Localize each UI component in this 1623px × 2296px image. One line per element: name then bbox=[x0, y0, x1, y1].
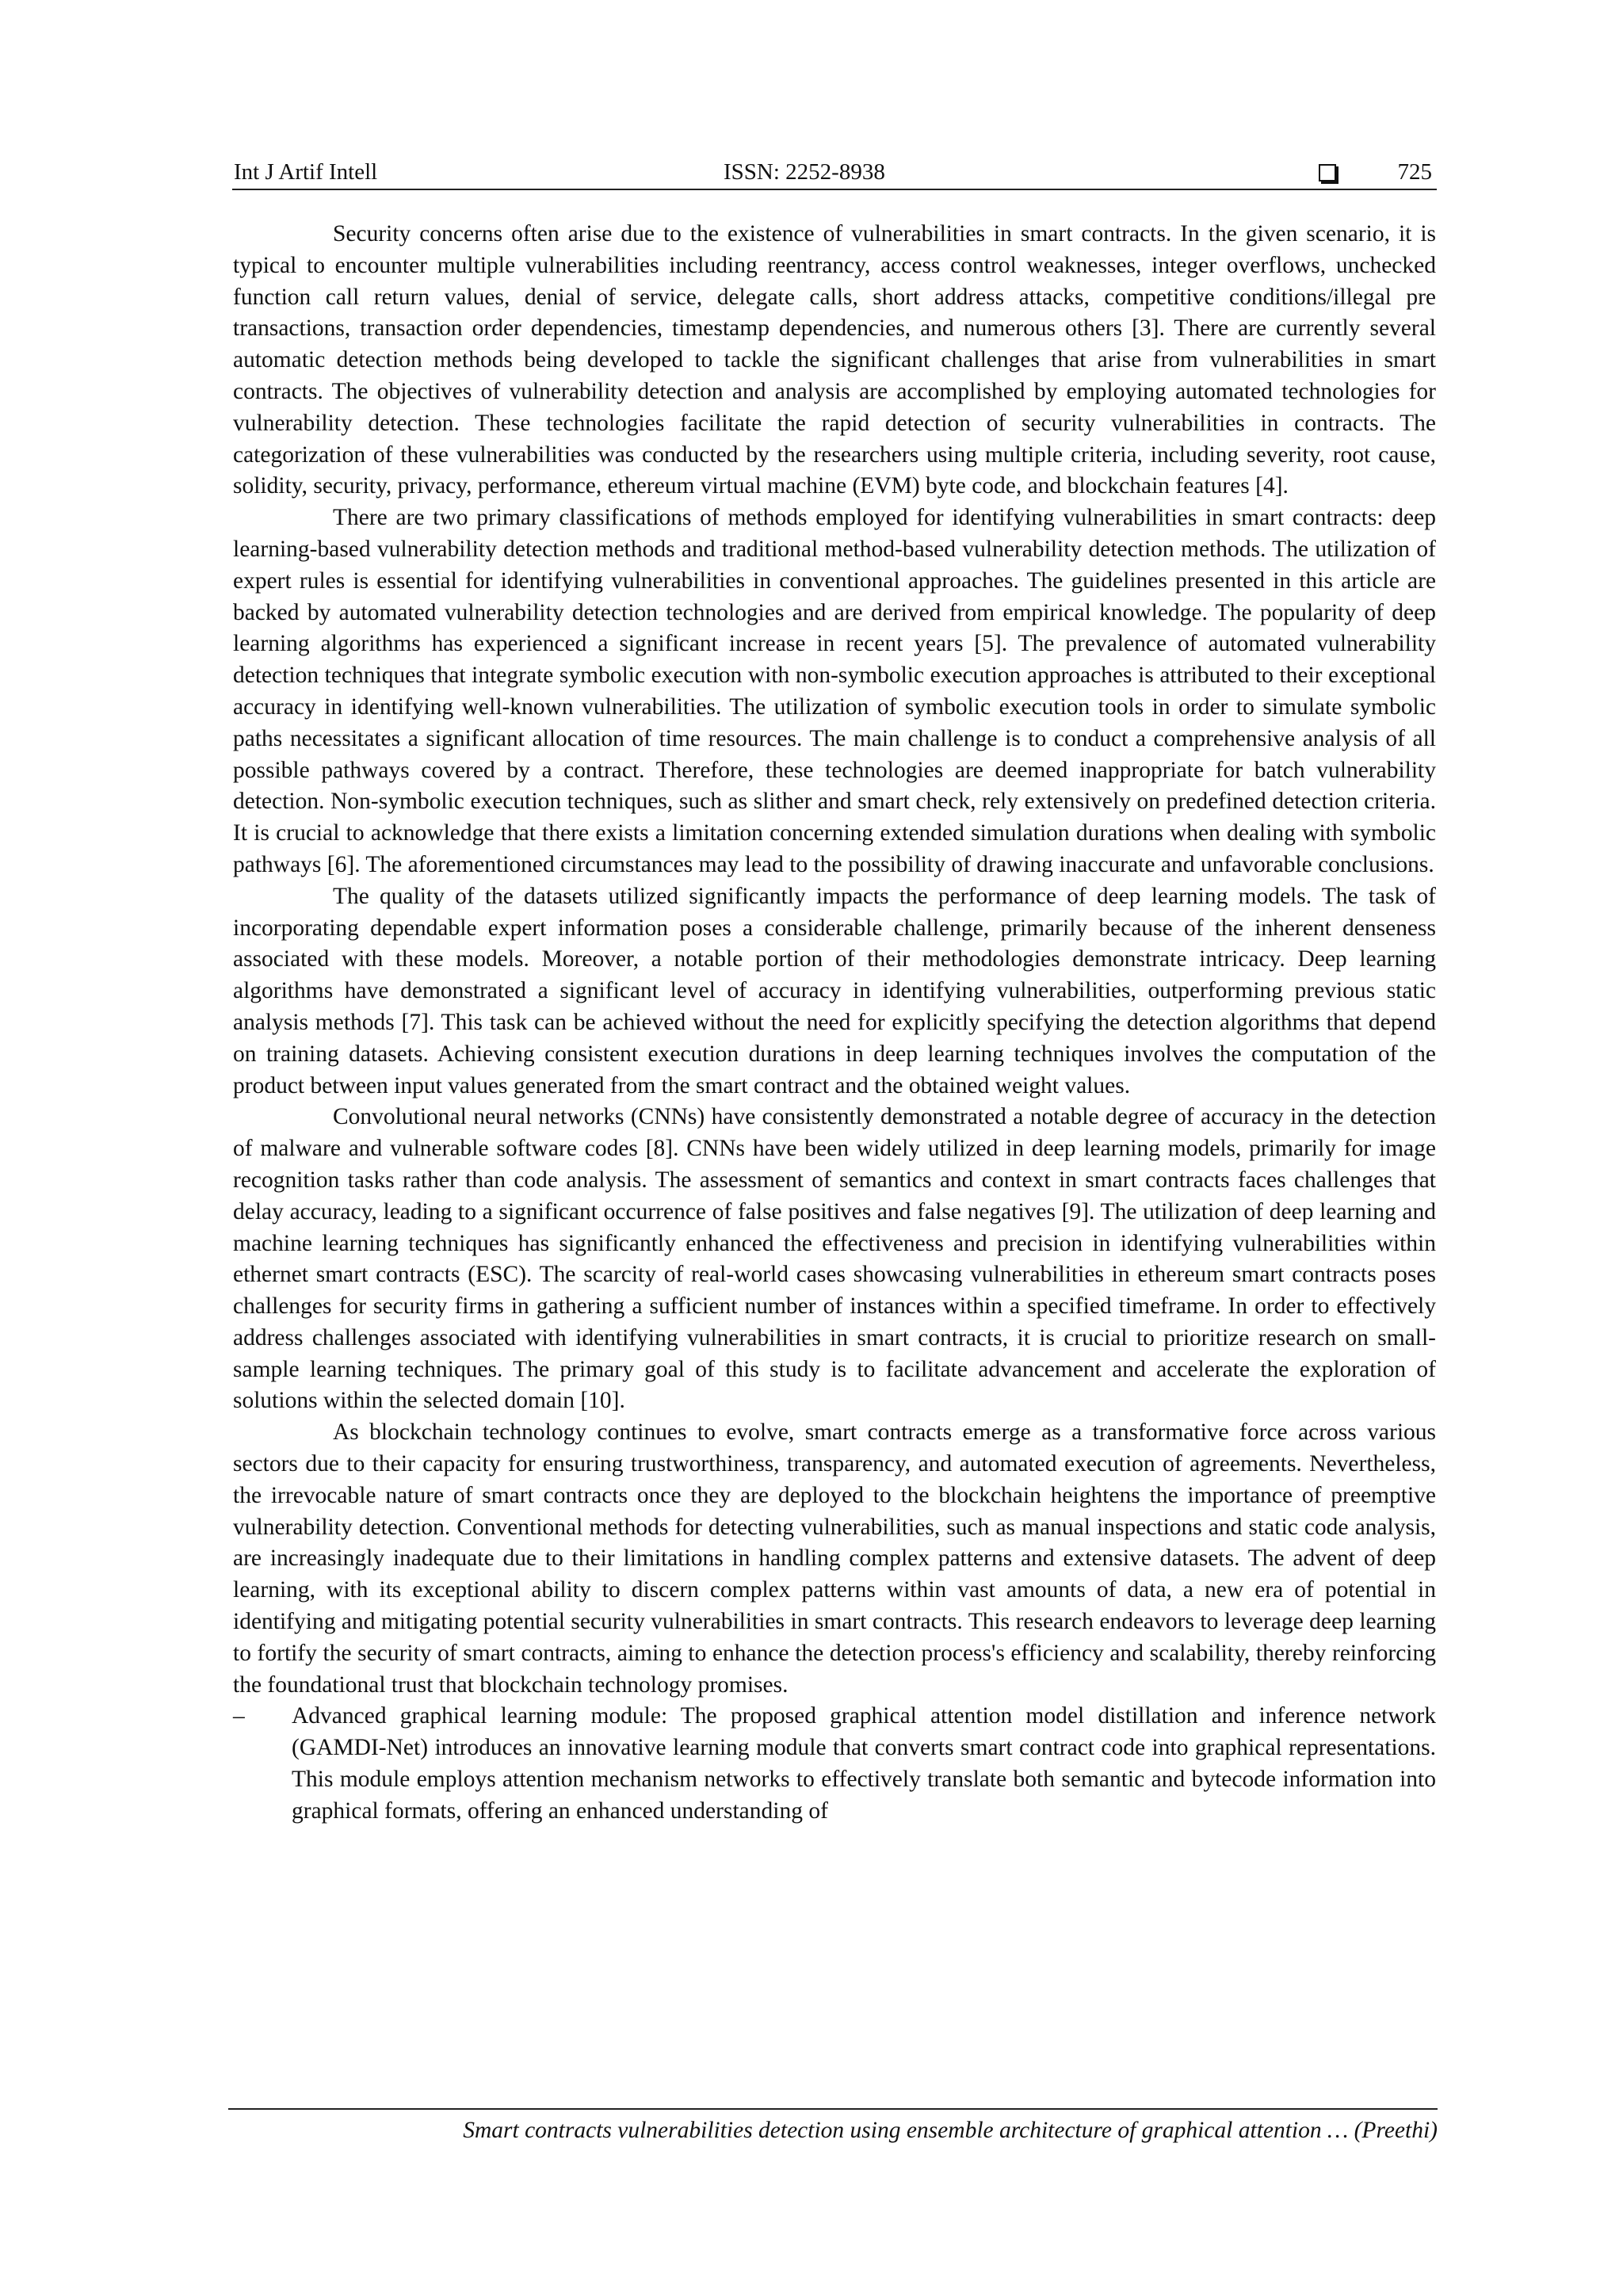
bullet-marker: – bbox=[233, 1703, 245, 1729]
paragraph: Convolutional neural networks (CNNs) have consistently demonstrated a notable degree of accuracy in the detection of malware and vulnerable software codes [8]. CNNs have been widely utilized in deep learning models, primarily for image recognition tasks rather than code analysis. The assessment of semantics and context in smart contracts faces challenges that delay accuracy, leading to a significant occurrence of false positives and false negatives [9]. The utilization of deep learning and machine learning techniques has significantly enhanced the effectiveness and precision in identifying vulnerabilities within ethernet smart contracts (ESC). The scarcity of real-world cases showcasing vulnerabilities in ethereum smart contracts poses challenges for security firms in gathering a sufficient number of instances within a specified timeframe. In order to effectively address challenges associated with identifying vulnerabilities in smart contracts, it is crucial to prioritize research on small-sample learning techniques. The primary goal of this study is to facilitate advancement and accelerate the exploration of solutions within the selected domain [10]. bbox=[233, 1104, 1436, 1414]
running-title: Smart contracts vulnerabilities detection using ensemble architecture of graphical attention … (Preethi) bbox=[463, 2118, 1438, 2143]
paragraph: Security concerns often arise due to the existence of vulnerabilities in smart contracts. In the given scenario, it is typical to encounter multiple vulnerabilities including reentrancy, access control weaknesses, integer overflows, unchecked function call return values, denial of service, delegate calls, short address attacks, competitive conditions/illegal pre transactions, transaction order dependencies, timestamp dependencies, and numerous others [3]. There are currently several automatic detection methods being developed to tackle the significant challenges that arise from vulnerabilities in smart contracts. The objectives of vulnerability detection and analysis are accomplished by employing automated technologies for vulnerability detection. These technologies facilitate the rapid detection of security vulnerabilities in contracts. The categorization of these vulnerabilities was conducted by the researchers using multiple criteria, including severity, root cause, solidity, security, privacy, performance, ethereum virtual machine (EVM) byte code, and blockchain features [4]. bbox=[233, 221, 1436, 499]
running-footer bbox=[228, 2108, 1438, 2146]
paragraph: As blockchain technology continues to evolve, smart contracts emerge as a transformative force across various sectors due to their capacity for ensuring trustworthiness, transparency, and automated execution of agreements. Nevertheless, the irrevocable nature of smart contracts once they are deployed to the blockchain heightens the importance of preemptive vulnerability detection. Conventional methods for detecting vulnerabilities, such as manual inspections and static code analysis, are increasingly inadequate due to their limitations in handling complex patterns and extensive datasets. The advent of deep learning, with its exceptional ability to discern complex patterns within vast amounts of data, a new era of potential in identifying and mitigating potential security vulnerabilities in smart contracts. This research endeavors to leverage deep learning to fortify the security of smart contracts, aiming to enhance the detection process's efficiency and scalability, thereby reinforcing the foundational trust that blockchain technology promises. bbox=[233, 1419, 1436, 1698]
bullet-text: Advanced graphical learning module: The proposed graphical attention model distillation and inference network (GAMDI-Net) introduces an innovative learning module that converts smart contract code into graphical representations. This module employs attention mechanism networks to effectively translate both semantic and bytecode information into graphical formats, offering an enhanced understanding of bbox=[292, 1703, 1436, 1824]
running-header bbox=[232, 155, 1437, 190]
paragraph: There are two primary classifications of methods employed for identifying vulnerabilities in smart contracts: deep learning-based vulnerability detection methods and traditional method-based vulnerability detection methods. The utilization of expert rules is essential for identifying vulnerabilities in conventional approaches. The guidelines presented in this article are backed by automated vulnerability detection technologies and are derived from empirical knowledge. The popularity of deep learning algorithms has experienced a significant increase in recent years [5]. The prevalence of automated vulnerability detection techniques that integrate symbolic execution with non-symbolic execution approaches is attributed to their exceptional accuracy in identifying well-known vulnerabilities. The utilization of symbolic execution tools in order to simulate symbolic paths necessitates a significant allocation of time resources. The main challenge is to conduct a comprehensive analysis of all possible pathways covered by a contract. Therefore, these technologies are deemed inappropriate for batch vulnerability detection. Non-symbolic execution techniques, such as slither and smart check, rely extensively on predefined detection criteria. It is crucial to acknowledge that there exists a limitation concerning extended simulation durations when dealing with symbolic pathways [6]. The aforementioned circumstances may lead to the possibility of drawing inaccurate and unfavorable conclusions. bbox=[233, 505, 1436, 877]
paragraph: The quality of the datasets utilized significantly impacts the performance of deep learning models. The task of incorporating dependable expert information poses a considerable challenge, primarily because of the inherent denseness associated with these models. Moreover, a notable portion of their methodologies demonstrate intricacy. Deep learning algorithms have demonstrated a significant level of accuracy in identifying vulnerabilities, outperforming previous static analysis methods [7]. This task can be achieved without the need for explicitly specifying the detection algorithms that depend on training datasets. Achieving consistent execution durations in deep learning techniques involves the computation of the product between input values generated from the smart contract and the obtained weight values. bbox=[233, 883, 1436, 1098]
body-text bbox=[233, 219, 1436, 1828]
journal-name: Int J Artif Intell bbox=[234, 159, 378, 185]
issn: ISSN: 2252-8938 bbox=[724, 159, 885, 185]
page-number: 725 bbox=[1397, 159, 1432, 185]
square-icon bbox=[1319, 164, 1336, 181]
bullet-item bbox=[233, 1701, 1436, 1827]
